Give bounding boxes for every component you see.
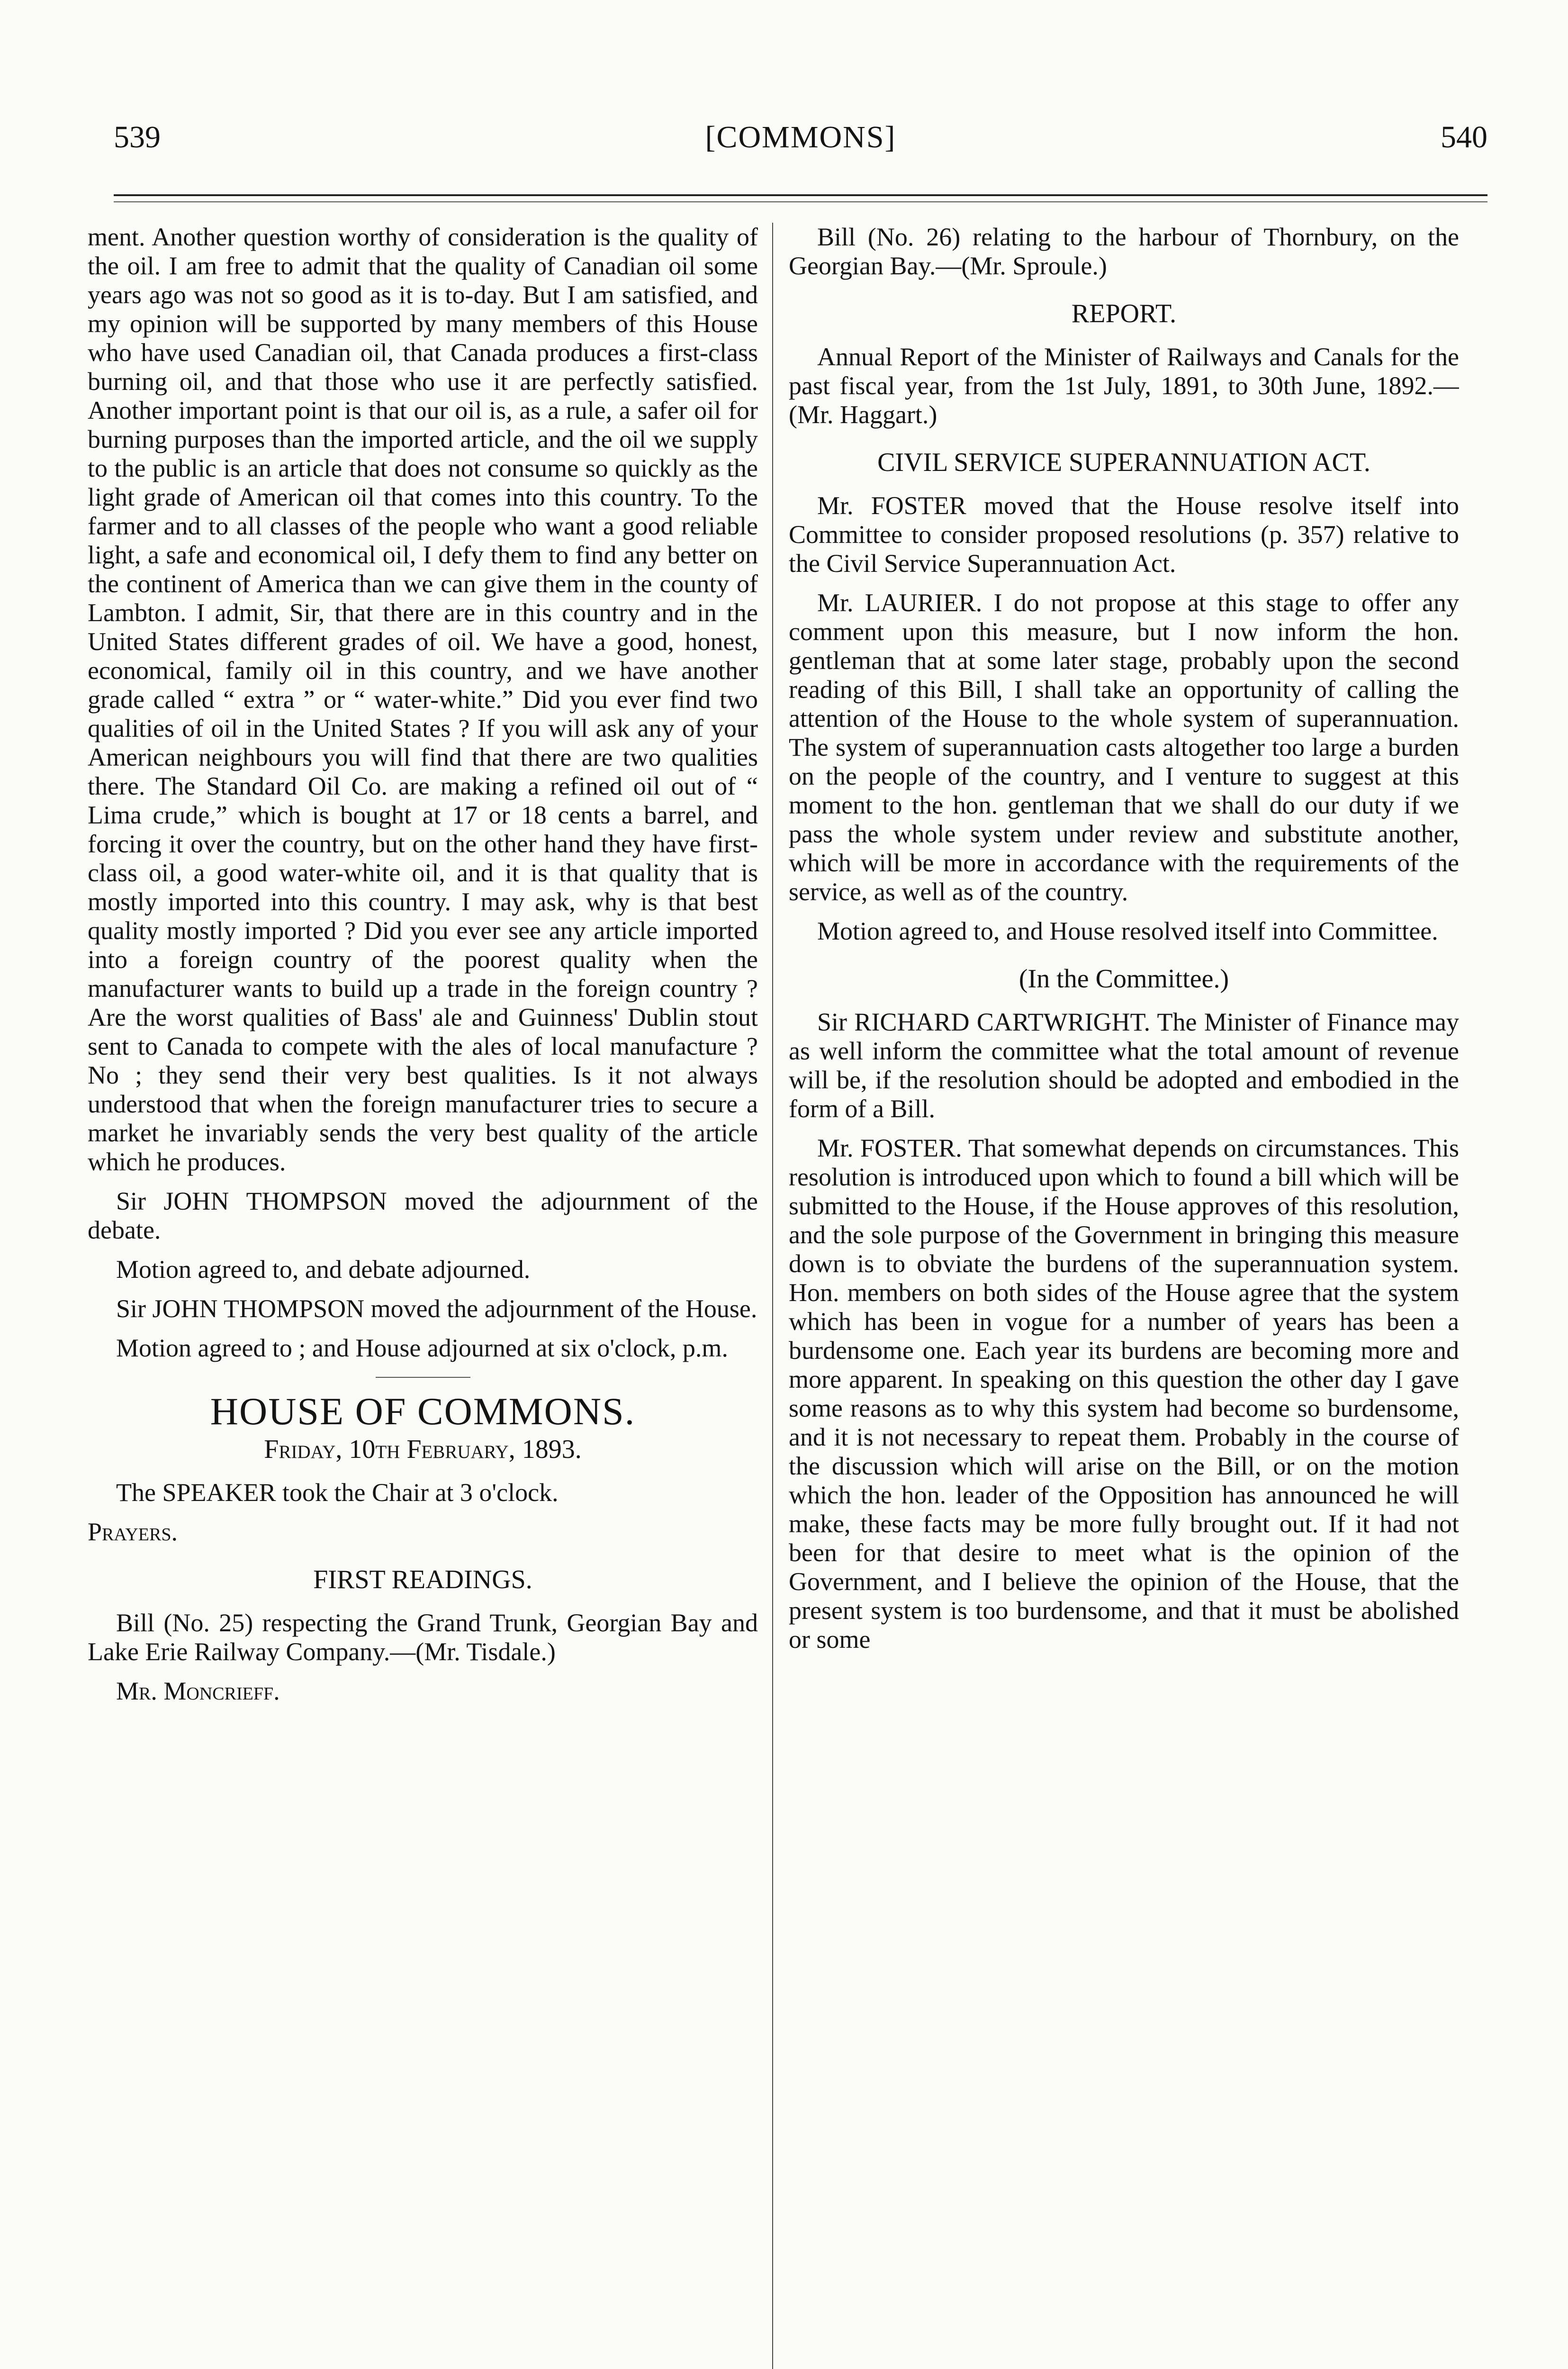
page-header — [114, 116, 1487, 159]
right-column — [789, 223, 1459, 2369]
header-rule-secondary — [114, 201, 1487, 202]
superannuation-act-heading: CIVIL SERVICE SUPERANNUATION ACT. — [877, 448, 1370, 477]
header-rule — [114, 194, 1487, 196]
bill-26-entry: Bill (No. 26) relating to the harbour of Thornbury, on the Georgian Bay.—(Mr. Sproule.) — [789, 223, 1459, 280]
report-heading: REPORT. — [1071, 299, 1177, 328]
moncrieff-line: Mr. Moncrieff. — [116, 1677, 280, 1705]
house-adjourned-note: Motion agreed to ; and House adjourned at six o'clock, p.m. — [116, 1334, 728, 1362]
in-committee-heading: (In the Committee.) — [1018, 964, 1229, 994]
laurier-speech: Mr. LAURIER. I do not propose at this stage to offer any comment upon this measure, but I now inform the hon. gentleman that at some later stage, probably upon the second reading of this Bill, I shall take an opportunity of calling the attention of the House to the whole system of superannuation. The system of superannuation casts altogether too large a burden on the people of the country, and I venture to suggest at this moment to the hon. gentleman that we shall do our duty if we pass the whole system under review and substitute another, which will be more in accordance with the requirements of the service, as well as of the country. — [789, 588, 1459, 906]
annual-report-entry: Annual Report of the Minister of Railways and Canals for the past fiscal year, from the 1st July, 1891, to 30th June, 1892.—(Mr. Haggart.) — [789, 343, 1459, 429]
bill-25-entry: Bill (No. 25) respecting the Grand Trunk, Georgian Bay and Lake Erie Railway Company.—(Mr. Tisdale.) — [88, 1609, 758, 1666]
first-readings-heading: FIRST READINGS. — [313, 1565, 532, 1594]
house-of-commons-heading: HOUSE OF COMMONS. — [210, 1390, 636, 1433]
page-number-right: 540 — [1441, 120, 1487, 154]
oil-speech-paragraph: ment. Another question worthy of consideration is the quality of the oil. I am free to admit that the quality of Canadian oil some years ago was not so good as it is to-day. But I am satisfied, and my opinion will be supported by many members of this House who have used Canadian oil, that Canada produces a first-class burning oil, and that those who use it are perfectly satisfied. Another important point is that our oil is, as a rule, a safer oil for burning purposes than the imported article, and the oil we supply to the public is an article that does not consume so quickly as the light grade of American oil that comes into this country. To the farmer and to all classes of the people who want a good reliable light, a safe and economical oil, I defy them to find any better on the continent of America than we can give them in the county of Lambton. I admit, Sir, that there are in this country and in the United States different grades of oil. We have a good, honest, economical, family oil in this country, and we have another grade called “ extra ” or “ water-white.” Did you ever find two qualities of oil in the United States ? If you will ask any of your American neighbours you will find that there are two qualities there. The Standard Oil Co. are making a refined oil out of “ Lima crude,” which is bought at 17 or 18 cents a barrel, and forcing it over the country, but on the other hand they have first-class oil, a good water-white oil, and it is that quality that is mostly imported into this country. I may ask, why is that best quality mostly imported ? Did you ever see any article imported into a foreign country of the poorest quality when the manufacturer wants to build up a trade in the foreign country ? Are the worst qualities of Bass' ale and Guinness' Dublin stout sent to Canada to compete with the ales of local manufacture ? No ; they send their very best qualities. Is it not always understood that when the foreign manufacturer tries to secure a market he invariably sends the very best quality of the article which he produces. — [88, 223, 758, 1176]
speaker-took-chair: The SPEAKER took the Chair at 3 o'clock. — [116, 1478, 559, 1507]
section-divider — [376, 1377, 470, 1378]
column-divider — [772, 223, 773, 2369]
left-column — [88, 223, 758, 2369]
adjournment-debate-motion: Sir JOHN THOMPSON moved the adjournment of the debate. — [88, 1187, 758, 1244]
cartwright-speech: Sir RICHARD CARTWRIGHT. The Minister of Finance may as well inform the committee what the total amount of revenue will be, if the resolution should be adopted and embodied in the form of a Bill. — [789, 1008, 1459, 1123]
sitting-date: Friday, 10th February, 1893. — [264, 1435, 582, 1464]
adjournment-house-motion: Sir JOHN THOMPSON moved the adjournment of the House. — [116, 1294, 757, 1323]
debate-adjourned-note: Motion agreed to, and debate adjourned. — [116, 1255, 531, 1284]
foster-speech: Mr. FOSTER. That somewhat depends on circumstances. This resolution is introduced upon which to found a bill which will be submitted to the House, if the House approves of this resolution, and the sole purpose of the Government in bringing this measure down is to obviate the burdens of the superannuation system. Hon. members on both sides of the House agree that the system which has been in vogue for a number of years has been a burdensome one. Each year its burdens are becoming more and more apparent. In speaking on this question the other day I gave some reasons as to why this system had become so burdensome, and it is not necessary to repeat them. Probably in the course of the discussion which will arise on the Bill, or on the motion which the hon. leader of the Opposition has announced he will make, these facts may be more fully brought out. If it had not been for that desire to meet what is the opinion of the Government, and I believe the opinion of the House, that the present system is too burdensome, and that it must be abolished or some — [789, 1134, 1459, 1654]
foster-motion: Mr. FOSTER moved that the House resolve itself into Committee to consider proposed resolutions (p. 357) relative to the Civil Service Superannuation Act. — [789, 491, 1459, 578]
prayers-heading: Prayers. — [88, 1518, 178, 1546]
committee-motion: Motion agreed to, and House resolved itself into Committee. — [817, 917, 1438, 945]
page-number-left: 539 — [114, 120, 161, 154]
running-title: [COMMONS] — [705, 120, 896, 154]
